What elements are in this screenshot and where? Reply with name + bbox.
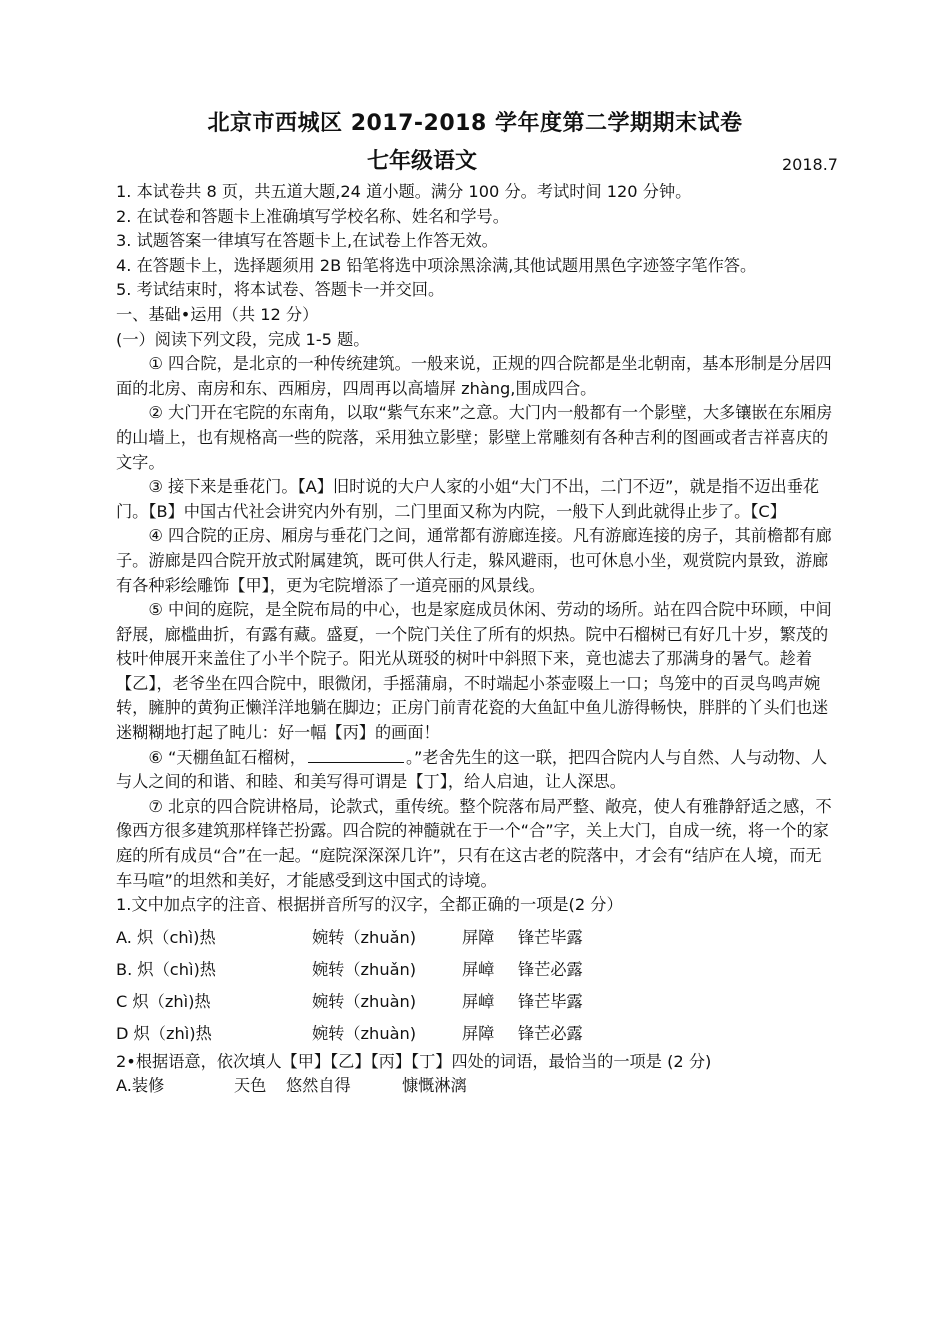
exam-title: 北京市西城区 2017-2018 学年度第二学期期末试卷	[207, 111, 743, 136]
option-word-1: B. 炽（chì)热	[116, 959, 216, 979]
paragraph-6-after: 。”老舍先生的这一联，把四合院内人与自然、人与动物、人与人之间的和谐、和睦、和美写得可谓是【丁】，给人启迪，让人深思。	[116, 747, 828, 792]
option-word-4: 锋芒毕露	[518, 991, 583, 1011]
paragraph-5: ⑤ 中间的庭院，是全院布局的中心，也是家庭成员休闲、劳动的场所。站在四合院中环顾，中间舒展，廊槛曲折，有露有藏。盛夏，一个院门关住了所有的炽热。院中石榴树已有好几十岁，繁茂的枝叶伸展开来盖住了小半个院子。阳光从斑驳的树叶中斜照下来，竟也滤去了那满身的暑气。趁着【乙】，老爷坐在四合院中，眼微闭，手摇蒲扇，不时端起小茶壶啜上一口；鸟笼中的百灵鸟鸣声婉转，臃肿的黄狗正懒洋洋地躺在脚边；正房门前青花瓷的大鱼缸中鱼儿游得畅快，胖胖的丫头们也迷迷糊糊地打起了盹儿：好一幅【丙】的画面！	[116, 600, 832, 743]
option-word-1: D 炽（zhì)热	[116, 1023, 212, 1043]
option-word-2: 婉转（zhuǎn)	[312, 927, 417, 947]
question-2-stem: 2•根据语意，依次填人【甲】【乙】【丙】【丁】四处的词语，最恰当的一项是 (2 分)	[116, 1051, 712, 1071]
option-word-2: 婉转（zhuàn)	[312, 1023, 417, 1043]
option-word-1: A.装修	[116, 1076, 165, 1096]
exam-date: 2018.7	[782, 155, 838, 174]
exam-subtitle: 七年级语文	[367, 149, 478, 174]
option-word-2: 天色	[234, 1076, 267, 1096]
option-word-1: C 炽（zhì)热	[116, 991, 211, 1011]
paragraph-2: ② 大门开在宅院的东南角，以取“紫气东来”之意。大门内一般都有一个影壁，大多镶嵌在东厢房的山墙上，也有规格高一些的院落，采用独立影壁；影壁上常雕刻有各种吉利的图画或者吉祥喜庆的文字。	[116, 403, 833, 472]
section-heading: 一、基础•运用（共 12 分）	[116, 304, 319, 324]
option-word-3: 屏嶂	[462, 959, 495, 979]
instruction-4: 4. 在答题卡上，选择题须用 2B 铅笔将选中项涂黑涂满,其他试题用黑色字迹签字笔作答。	[116, 255, 757, 275]
exam-content	[116, 180, 836, 1099]
paragraph-1: ① 四合院，是北京的一种传统建筑。一般来说，正规的四合院都是坐北朝南，基本形制是分居四面的北房、南房和东、西厢房，四周再以高墙屏 zhàng,围成四合。	[116, 354, 832, 398]
paragraph-3: ③ 接下来是垂花门。【A】旧时说的大户人家的小姐“大门不出，二门不迈”，就是指不迈出垂花门。【B】中国古代社会讲究内外有别，二门里面又称为内院，一般下人到此就得止步了。【C】	[116, 477, 820, 521]
question-1-option-b	[116, 954, 836, 986]
instruction-1: 1. 本试卷共 8 页，共五道大题,24 道小题。满分 100 分。考试时间 120 分钟。	[116, 182, 692, 201]
option-word-3: 屏障	[462, 927, 495, 947]
instruction-2: 2. 在试卷和答题卡上准确填写学校名称、姓名和学号。	[116, 206, 509, 226]
paragraph-6-before: ⑥ “天棚鱼缸石榴树，	[148, 747, 306, 767]
instruction-3: 3. 试题答案一律填写在答题卡上,在试卷上作答无效。	[116, 231, 498, 251]
answer-blank	[308, 748, 404, 763]
option-word-4: 锋芒必露	[518, 959, 583, 979]
option-word-2: 婉转（zhuàn)	[312, 991, 417, 1011]
section-sub-heading: (一）阅读下列文段，完成 1-5 题。	[116, 329, 370, 349]
option-word-4: 慷慨淋漓	[402, 1076, 467, 1096]
paragraph-4: ④ 四合院的正房、厢房与垂花门之间，通常都有游廊连接。凡有游廊连接的房子，其前檐都有廊子。游廊是四合院开放式附属建筑，既可供人行走，躲风避雨，也可休息小坐，观赏院内景致，游廊有各种彩绘雕饰【甲】，更为宅院增添了一道亮丽的风景线。	[116, 526, 832, 595]
option-word-3: 屏障	[462, 1023, 495, 1043]
option-word-1: A. 炽（chì)热	[116, 927, 216, 947]
option-word-4: 锋芒必露	[518, 1023, 583, 1043]
option-word-2: 婉转（zhuǎn)	[312, 959, 417, 979]
option-word-4: 锋芒毕露	[518, 927, 583, 947]
paragraph-7: ⑦ 北京的四合院讲格局，论款式，重传统。整个院落布局严整、敞亮，使人有雅静舒适之感，不像西方很多建筑那样锋芒扮露。四合院的神髓就在于一个“合”字，关上大门，自成一统，将一个的家庭的所有成员“合”在一起。“庭院深深深几许”，只有在这古老的院落中，才会有“结庐在人境，而无车马喧”的坦然和美好，才能感受到这中国式的诗境。	[116, 796, 832, 890]
question-2-option-a	[116, 1074, 836, 1099]
question-1-option-a	[116, 922, 836, 954]
question-1-options	[116, 922, 836, 1050]
question-1-stem: 1.文中加点字的注音、根据拼音所写的汉字，全都正确的一项是(2 分）	[116, 895, 623, 915]
question-1-option-d	[116, 1018, 836, 1050]
instruction-5: 5. 考试结束时，将本试卷、答题卡一并交回。	[116, 280, 445, 300]
question-1-option-c	[116, 986, 836, 1018]
paragraph-6	[116, 746, 836, 795]
option-word-3: 屏嶂	[462, 991, 495, 1011]
option-word-3: 悠然自得	[286, 1076, 351, 1096]
